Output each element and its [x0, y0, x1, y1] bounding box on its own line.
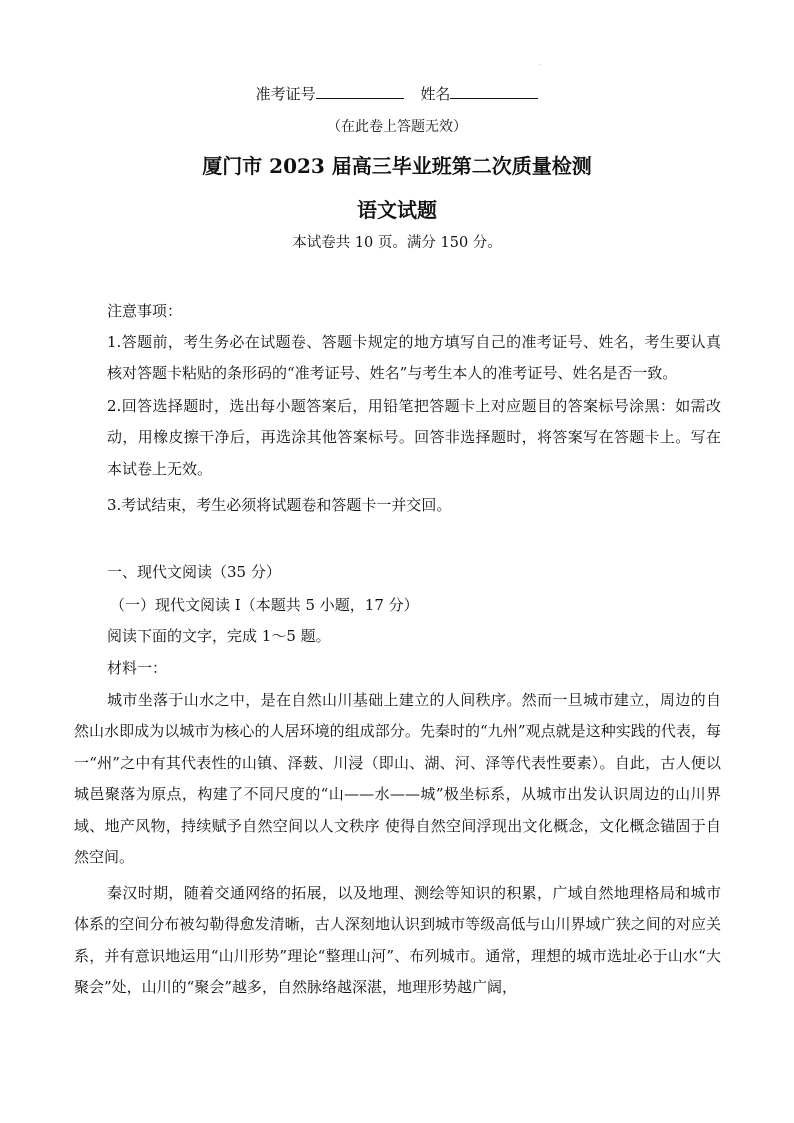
name-blank[interactable]: [450, 84, 538, 99]
notice-item-1-wrap: [107, 327, 721, 390]
notice-item-3: 3.考试结束，考生必须将试题卷和答题卡一并交回。: [107, 496, 452, 514]
notice-item-1: 1.答题前，考生务必在试题卷、答题卡规定的地方填写自己的准考证号、姓名，考生要认真核对答题卡粘贴的条形码的“准考证号、姓名”与考生本人的准考证号、姓名是否一致。: [107, 333, 721, 383]
paragraph-1: 城市坐落于山水之中，是在自然山川基础上建立的人间秩序。然而一旦城市建立，周边的自然山水即成为以城市为核心的人居环境的组成部分。先秦时的“九州”观点就是这种实践的代表，每一“州”之中有其代表性的山镇、泽薮、川浸（即山、湖、河、泽等代表性要素）。自此，古人便以城邑聚落为原点，构建了不同尺度的“山——水——城”极坐标系，从城市出发认识周边的山川界域、地产风物，持续赋予自然空间以人文秩序 使得自然空间浮现出文化概念，文化概念锚固于自然空间。: [74, 691, 721, 867]
notice-heading: 注意事项：: [107, 302, 183, 320]
exam-id-label: 准考证号: [255, 85, 316, 103]
instruction-wrap: [107, 621, 721, 652]
paragraph-2-wrap: [74, 878, 721, 1004]
scan-dot: ·: [539, 62, 541, 69]
sub-title-wrap: [110, 590, 724, 621]
notice-item-2-wrap: [107, 391, 721, 485]
sub-title: （一）现代文阅读 I（本题共 5 小题，17 分）: [110, 596, 419, 614]
exam-id-blank[interactable]: [316, 84, 404, 99]
exam-title: 厦门市 2023 届高三毕业班第二次质量检测: [202, 154, 592, 178]
candidate-info-line: [0, 84, 794, 104]
invalid-note: （在此卷上答题无效）: [327, 119, 467, 135]
subject-title: 语文试题: [357, 198, 437, 222]
paragraph-1-wrap: [74, 685, 721, 873]
paragraph-2: 秦汉时期，随着交通网络的拓展，以及地理、测绘等知识的积累，广域自然地理格局和城市体系的空间分布被勾勒得愈发清晰，古人深刻地认识到城市等级高低与山川界域广狭之间的对应关系，并有意识地运用“山川形势”理论“整理山河”、布列城市。通常，理想的城市选址必于山水“大聚会”处，山川的“聚会”越多，自然脉络越深湛，地理形势越广阔，: [74, 884, 721, 997]
material-label-wrap: [107, 653, 721, 684]
notice-item-3-wrap: [107, 490, 721, 521]
notice-block: [107, 296, 721, 327]
part-title: 一、现代文阅读（35 分）: [107, 563, 281, 581]
part-title-wrap: [107, 557, 721, 588]
notice-item-2: 2.回答选择题时，选出每小题答案后，用铅笔把答题卡上对应题目的答案标号涂黑：如需改动，用橡皮擦干净后，再选涂其他答案标号。回答非选择题时，将答案写在答题卡上。写在本试卷上无效。: [107, 397, 721, 478]
name-label: 姓名: [420, 85, 451, 103]
reading-instruction: 阅读下面的文字，完成 1～5 题。: [107, 627, 331, 645]
material-label: 材料一：: [107, 659, 168, 677]
page-info: 本试卷共 10 页。满分 150 分。: [292, 235, 502, 251]
